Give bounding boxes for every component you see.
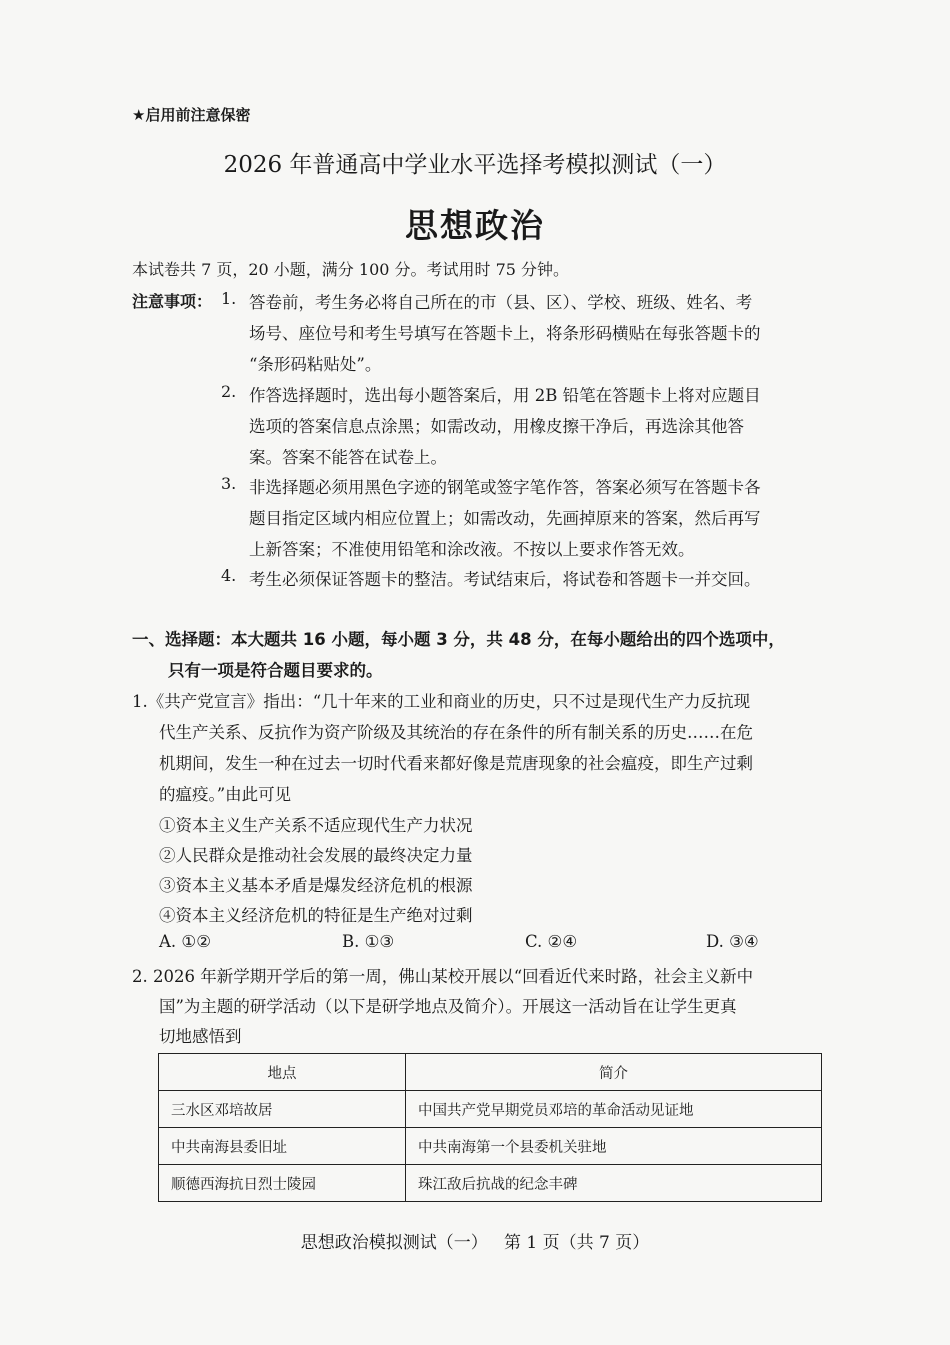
question-1-statement: ④资本主义经济危机的特征是生产绝对过剩 xyxy=(159,906,473,925)
secret-notice: ★启用前注意保密 xyxy=(132,106,251,124)
notice-line: 考生必须保证答题卡的整洁。考试结束后，将试卷和答题卡一并交回。 xyxy=(249,570,761,589)
question-2-text: 2. 2026 年新学期开学后的第一周，佛山某校开展以“回看近代来时路，社会主义新中 xyxy=(132,967,754,986)
exam-info: 本试卷共 7 页，20 小题，满分 100 分。考试用时 75 分钟。 xyxy=(132,260,570,279)
table-row xyxy=(159,1128,822,1165)
question-1-statement: ②人民群众是推动社会发展的最终决定力量 xyxy=(159,846,473,865)
question-1-statement: ③资本主义基本矛盾是爆发经济危机的根源 xyxy=(159,876,473,895)
exam-title: 2026 年普通高中学业水平选择考模拟测试（一） xyxy=(223,152,727,178)
page-footer: 思想政治模拟测试（一） 第 1 页（共 7 页） xyxy=(300,1233,650,1253)
table-header-cell: 简介 xyxy=(406,1054,822,1091)
notice-line: 非选择题必须用黑色字迹的钢笔或签字笔作答，答案必须写在答题卡各 xyxy=(249,478,761,497)
notice-label: 注意事项： xyxy=(132,292,213,311)
notice-number: 3. xyxy=(221,474,237,493)
question-2-text: 切地感悟到 xyxy=(159,1027,242,1046)
section-heading: 一、选择题：本大题共 16 小题，每小题 3 分，共 48 分，在每小题给出的四个选项中， xyxy=(132,630,785,649)
study-sites-table xyxy=(158,1053,822,1202)
notice-line: “条形码粘贴处”。 xyxy=(249,355,382,374)
notice-number: 4. xyxy=(221,566,237,585)
question-1-text: 1.《共产党宣言》指出：“几十年来的工业和商业的历史，只不过是现代生产力反抗现 xyxy=(132,692,751,711)
option-d: D. ③④ xyxy=(706,932,759,951)
option-c: C. ②④ xyxy=(525,932,578,951)
question-1-statement: ①资本主义生产关系不适应现代生产力状况 xyxy=(159,816,473,835)
question-2-text: 国”为主题的研学活动（以下是研学地点及简介）。开展这一活动旨在让学生更真 xyxy=(159,997,737,1016)
subject-title: 思想政治 xyxy=(405,206,545,245)
section-heading: 只有一项是符合题目要求的。 xyxy=(168,661,383,680)
table-row xyxy=(159,1091,822,1128)
notice-line: 作答选择题时，选出每小题答案后，用 2B 铅笔在答题卡上将对应题目 xyxy=(249,386,761,405)
table-row xyxy=(159,1165,822,1202)
question-1-text: 的瘟疫。”由此可见 xyxy=(159,785,292,804)
notice-line: 选项的答案信息点涂黑；如需改动，用橡皮擦干净后，再选涂其他答 xyxy=(249,417,744,436)
table-cell: 珠江敌后抗战的纪念丰碑 xyxy=(406,1165,822,1202)
option-b: B. ①③ xyxy=(342,932,395,951)
table-cell: 顺德西海抗日烈士陵园 xyxy=(159,1165,406,1202)
notice-line: 案。答案不能答在试卷上。 xyxy=(249,448,447,467)
notice-line: 场号、座位号和考生号填写在答题卡上，将条形码横贴在每张答题卡的 xyxy=(249,324,761,343)
table-cell: 中共南海第一个县委机关驻地 xyxy=(406,1128,822,1165)
question-1-text: 机期间，发生一种在过去一切时代看来都好像是荒唐现象的社会瘟疫，即生产过剩 xyxy=(159,754,753,773)
table-cell: 中共南海县委旧址 xyxy=(159,1128,406,1165)
notice-number: 1. xyxy=(221,289,237,308)
question-1-text: 代生产关系、反抗作为资产阶级及其统治的存在条件的所有制关系的历史……在危 xyxy=(159,723,753,742)
table-cell: 三水区邓培故居 xyxy=(159,1091,406,1128)
notice-line: 上新答案；不准使用铅笔和涂改液。不按以上要求作答无效。 xyxy=(249,540,695,559)
notice-line: 答卷前，考生务必将自己所在的市（县、区）、学校、班级、姓名、考 xyxy=(249,293,753,312)
table-cell: 中国共产党早期党员邓培的革命活动见证地 xyxy=(406,1091,822,1128)
option-a: A. ①② xyxy=(159,932,211,951)
table-header-row xyxy=(159,1054,822,1091)
table-header-cell: 地点 xyxy=(159,1054,406,1091)
notice-number: 2. xyxy=(221,382,237,401)
notice-line: 题目指定区域内相应位置上；如需改动，先画掉原来的答案，然后再写 xyxy=(249,509,761,528)
